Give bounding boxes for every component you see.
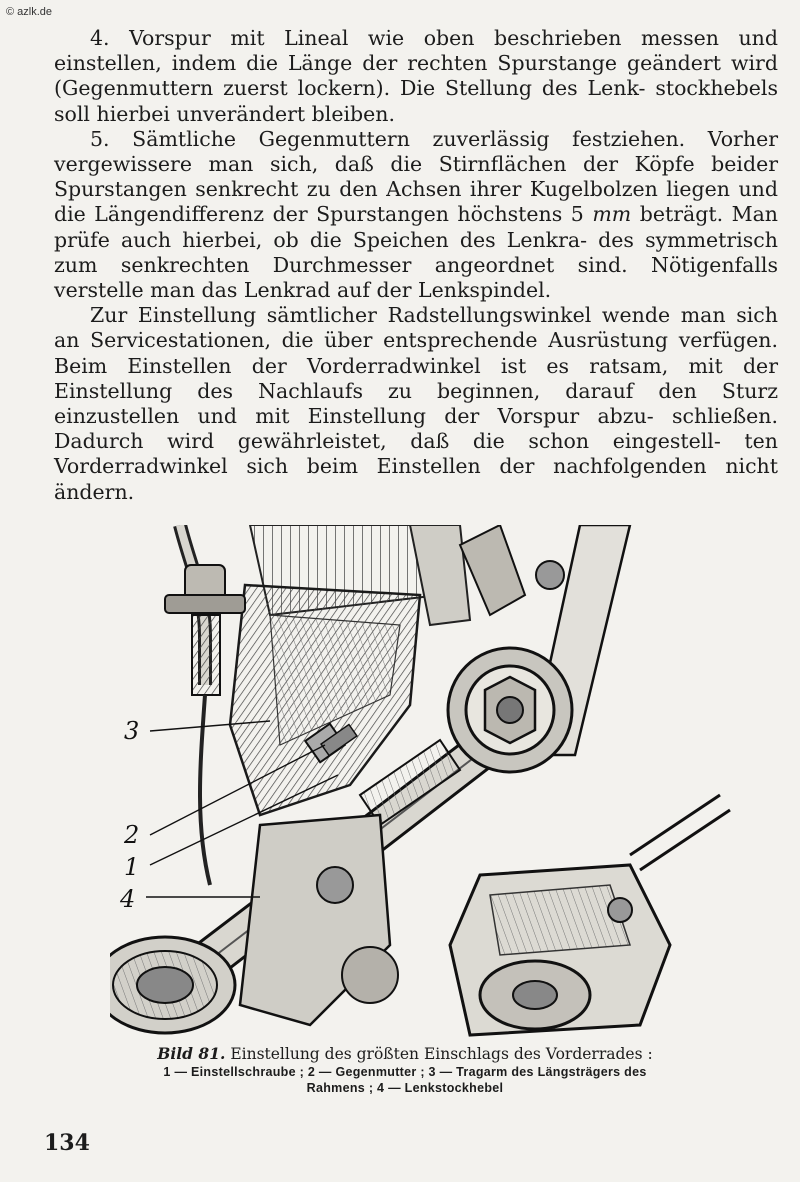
watermark: © azlk.de [6, 6, 53, 18]
line: Nötigenfalls verstelle man das Lenkrad auf der Lenkspindel. [54, 252, 778, 303]
ball-joint-bottom [110, 937, 235, 1033]
line: stockhebels soll hierbei unverändert bleiben. [54, 76, 778, 126]
label-1: 1 [124, 853, 140, 881]
page-number: 134 [44, 1130, 90, 1156]
paragraph-4 [54, 26, 778, 127]
line: sich an Servicestationen, die über entsprechende Ausrüstung [54, 303, 778, 353]
line: nicht ändern. [54, 454, 778, 504]
caption-text: Einstellung des größten Einschlags des Vorderrades : [230, 1045, 653, 1063]
line: 5. Sämtliche Gegenmuttern zuverlässig festziehen. Vorher [90, 126, 778, 151]
label-4: 4 [120, 885, 136, 913]
line: vergewissere man sich, daß die Stirnflächen der Köpfe beider [54, 152, 778, 177]
body-text [54, 26, 778, 505]
figure-steering-illustration [110, 525, 750, 1040]
caption-number: Bild 81. [157, 1044, 226, 1063]
steering-box [450, 795, 730, 1035]
line: einstellen, indem die Länge der rechten Spurstange geändert [54, 51, 721, 76]
line: mit der Einstellung des Nachlaufs zu beginnen, darauf den [54, 353, 778, 403]
ball-joint-top [448, 648, 572, 772]
mechanical-drawing [110, 525, 750, 1040]
caption-title [60, 1044, 750, 1064]
line: beträgt. Man prüfe auch hierbei, ob die Speichen des Lenkra- [54, 202, 778, 252]
caption-legend-2: Rahmens ; 4 — Lenkstockhebel [306, 1081, 504, 1095]
line: und die Längendifferenz der Spurstangen höchstens 5 [54, 177, 778, 227]
line: wird (Gegenmuttern zuerst lockern). Die Stellung des Lenk- [54, 51, 778, 101]
label-2: 2 [124, 821, 140, 849]
line: ten Vorderradwinkel sich beim Einstellen der nachfolgenden [54, 429, 778, 479]
caption-legend-1: 1 — Einstellschraube ; 2 — Gegenmutter ; 3 — Tragarm des Längsträgers des [163, 1065, 647, 1079]
line: Sturz einzustellen und mit Einstellung der Vorspur abzu- [54, 378, 778, 429]
line: schließen. Dadurch wird gewährleistet, daß die schon eingestell- [54, 404, 778, 454]
figure-caption [60, 1044, 750, 1096]
paragraph-5 [54, 127, 778, 303]
steering-arm [240, 815, 398, 1025]
label-3: 3 [124, 717, 140, 745]
line: 4. Vorspur mit Lineal wie oben beschrieben messen und [90, 26, 778, 50]
line: verfügen. Beim Einstellen der Vorderradwinkel ist es ratsam, [54, 328, 778, 378]
paragraph-servicestationen [54, 303, 778, 505]
line: des symmetrisch zum senkrechten Durchmesser angeordnet sind. [54, 227, 778, 277]
line: Zur Einstellung sämtlicher Radstellungswinkel wende man [90, 303, 726, 328]
line: Spurstangen senkrecht zu den Achsen ihrer Kugelbolzen liegen [54, 177, 731, 202]
unit-mm: mm [592, 202, 632, 227]
